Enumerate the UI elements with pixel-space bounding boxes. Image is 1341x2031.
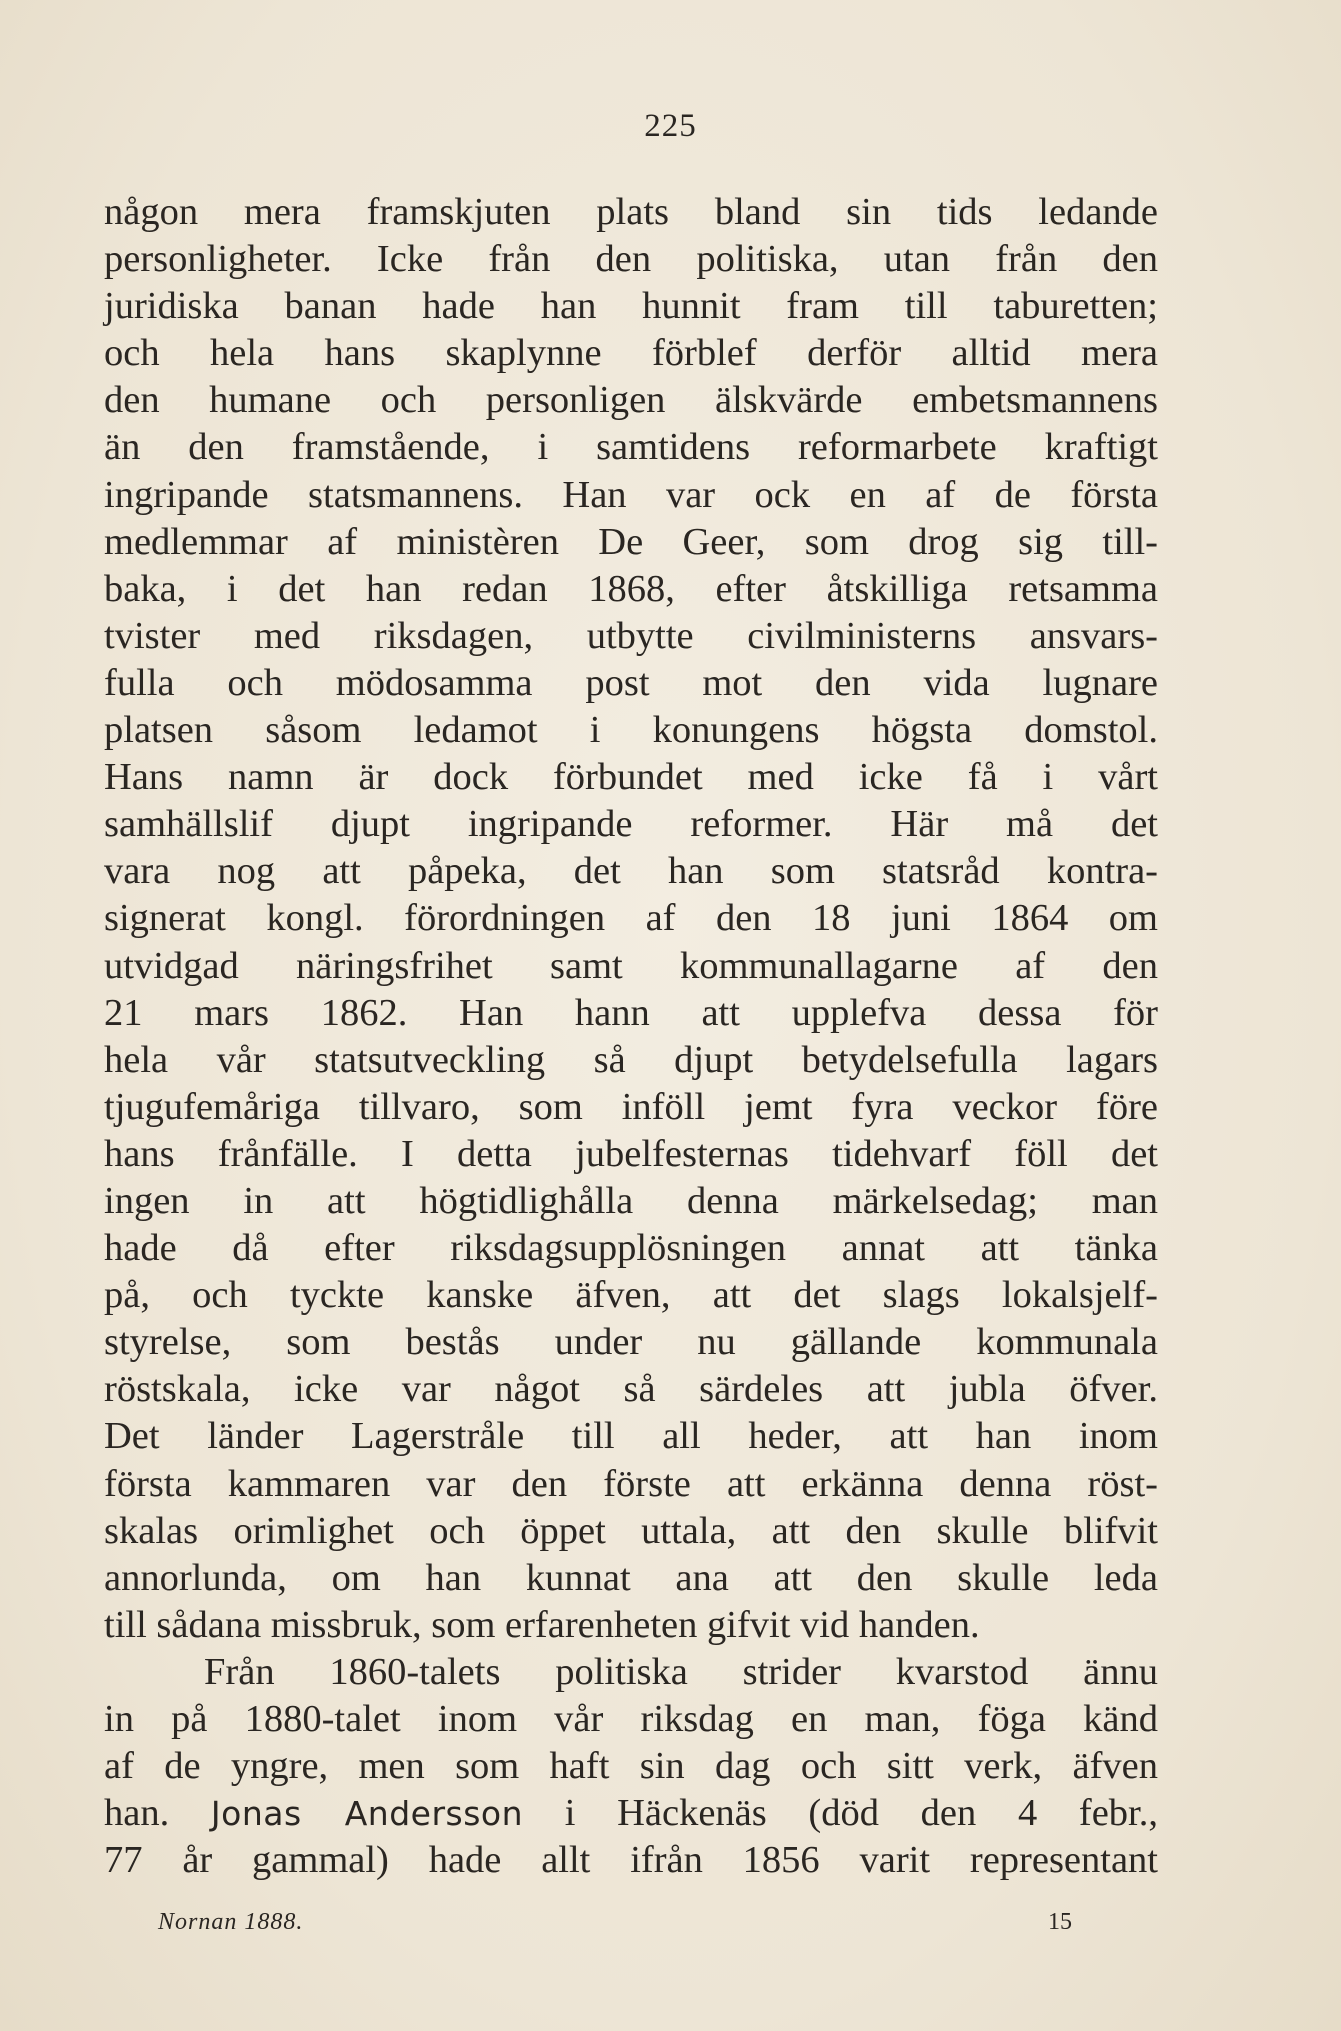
text-line: fulla och mödosamma post mot den vida lugnare [104, 661, 1158, 704]
text-line: och hela hans skaplynne förblef derför alltid mera [104, 332, 1158, 375]
text-line: annorlunda, om han kunnat ana att den skulle leda [104, 1556, 1158, 1599]
text-line: utvidgad näringsfrihet samt kommunallagarne af den [104, 944, 1158, 987]
text-line: personligheter. Icke från den politiska, utan från den [104, 238, 1158, 281]
text-line: Hans namn är dock förbundet med icke få i vårt [104, 756, 1158, 799]
text-line: medlemmar af ministèren De Geer, som drog sig till- [104, 520, 1158, 563]
text-line: på, och tyckte kanske äfven, att det slags lokalsjelf- [104, 1274, 1158, 1317]
text-line: hela vår statsutveckling så djupt betydelsefulla lagars [104, 1038, 1158, 1081]
text-line: styrelse, som bestås under nu gällande kommunala [104, 1321, 1158, 1364]
text-line: Från 1860-talets politiska strider kvarstod ännu [204, 1650, 1158, 1693]
text-line: tjugufemåriga tillvaro, som inföll jemt fyra veckor före [104, 1085, 1158, 1128]
text-line: Det länder Lagerstråle till all heder, att han inom [104, 1415, 1158, 1458]
line-prefix: han. [104, 1792, 170, 1835]
text-line: hade då efter riksdagsupplösningen annat att tänka [104, 1227, 1158, 1270]
person-name: Jonas Andersson [210, 1794, 524, 1834]
text-line: vara nog att påpeka, det han som statsråd kontra- [104, 850, 1158, 893]
text-line: in på 1880-talet inom vår riksdag en man, föga känd [104, 1698, 1158, 1740]
text-line: tvister med riksdagen, utbytte civilministerns ansvars- [104, 614, 1158, 657]
text-line: skalas orimlighet och öppet uttala, att den skulle blifvit [104, 1509, 1158, 1552]
text-line: signerat kongl. förordningen af den 18 juni 1864 om [104, 897, 1158, 940]
text-line: ingripande statsmannens. Han var ock en af de första [104, 473, 1158, 516]
text-line: till sådana missbruk, som erfarenheten gifvit vid handen. [104, 1603, 980, 1646]
text-line: någon mera framskjuten plats bland sin tids ledande [104, 191, 1158, 233]
text-line-with-name [104, 1790, 1158, 1837]
text-line: första kammaren var den förste att erkänna denna röst- [104, 1462, 1158, 1505]
text-line: den humane och personligen älskvärde embetsmannens [104, 379, 1158, 422]
text-line: baka, i det han redan 1868, efter åtskilliga retsamma [104, 567, 1158, 610]
text-line: röstskala, icke var något så särdeles att jubla öfver. [104, 1368, 1158, 1411]
page-number: 225 [644, 108, 697, 144]
text-line: 77 år gammal) hade allt ifrån 1856 varit representant [104, 1839, 1158, 1882]
text-line: af de yngre, men som haft sin dag och sitt verk, äfven [104, 1745, 1158, 1788]
page-footer [0, 1909, 1341, 1949]
body-text [104, 189, 1158, 1884]
text-line: hans frånfälle. I detta jubelfesternas tidehvarf föll det [104, 1132, 1158, 1175]
sheet-number: 15 [1048, 1909, 1072, 1935]
text-line: juridiska banan hade han hunnit fram till taburetten; [104, 285, 1158, 328]
text-line: ingen in att högtidlighålla denna märkelsedag; man [104, 1179, 1158, 1222]
signature-mark: Nornan 1888. [158, 1909, 304, 1935]
text-line: 21 mars 1862. Han hann att upplefva dessa för [104, 991, 1158, 1034]
text-line: platsen såsom ledamot i konungens högsta domstol. [104, 709, 1158, 752]
text-line: än den framstående, i samtidens reformarbete kraftigt [104, 426, 1158, 469]
text-line: samhällslif djupt ingripande reformer. Här må det [104, 803, 1158, 846]
line-suffix: i Häckenäs (död den 4 febr., [564, 1792, 1158, 1835]
